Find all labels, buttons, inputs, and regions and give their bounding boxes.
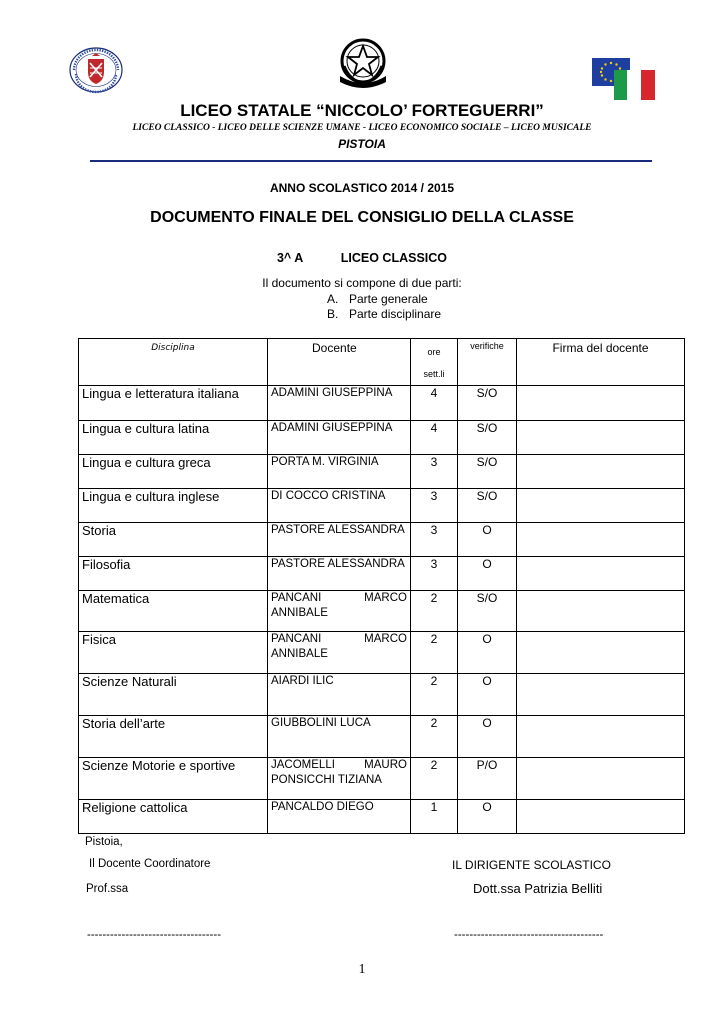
cell-docente: PASTORE ALESSANDRA: [268, 557, 411, 591]
cell-docente: PASTORE ALESSANDRA: [268, 523, 411, 557]
cell-ore: 3: [411, 523, 458, 557]
parts-list: [327, 292, 441, 322]
header-verifiche: verifiche: [458, 339, 517, 386]
head-label: IL DIRIGENTE SCOLASTICO: [452, 858, 611, 872]
cell-ore: 4: [411, 421, 458, 455]
cell-disciplina: Scienze Motorie e sportive: [79, 758, 268, 800]
cell-verifiche: S/O: [458, 455, 517, 489]
table-row: [79, 591, 685, 632]
cell-disciplina: Storia: [79, 523, 268, 557]
cell-firma: [517, 716, 685, 758]
table-row: [79, 455, 685, 489]
document-title: DOCUMENTO FINALE DEL CONSIGLIO DELLA CLASSE: [150, 209, 574, 226]
cell-disciplina: Religione cattolica: [79, 800, 268, 834]
table-row: [79, 386, 685, 421]
cell-ore: 3: [411, 557, 458, 591]
school-name: LICEO STATALE “NICCOLO’ FORTEGUERRI”: [180, 101, 544, 120]
cell-docente: DI COCCO CRISTINA: [268, 489, 411, 523]
cell-docente: ADAMINI GIUSEPPINA: [268, 421, 411, 455]
page-number: 1: [358, 962, 366, 977]
header-docente: Docente: [268, 339, 411, 386]
coordinator-title: Prof.ssa: [86, 883, 129, 895]
cell-disciplina: Filosofia: [79, 557, 268, 591]
part-label: Parte generale: [349, 292, 428, 306]
table-row: [79, 523, 685, 557]
document-intro: Il documento si compone di due parti:: [262, 276, 462, 290]
table-row: [79, 758, 685, 800]
school-year: ANNO SCOLASTICO 2014 / 2015: [269, 181, 455, 195]
class-line: [0, 251, 724, 265]
cell-disciplina: Matematica: [79, 591, 268, 632]
cell-firma: [517, 758, 685, 800]
school-subtitle: LICEO CLASSICO - LICEO DELLE SCIENZE UMANE - LICEO ECONOMICO SOCIALE – LICEO MUSICALE: [132, 123, 592, 133]
table-row: [79, 421, 685, 455]
school-city: PISTOIA: [338, 137, 386, 151]
cell-ore: 2: [411, 758, 458, 800]
cell-docente: PANCANI MARCO ANNIBALE: [268, 591, 411, 632]
cell-ore: 4: [411, 386, 458, 421]
cell-docente: PANCANI MARCO ANNIBALE: [268, 632, 411, 674]
cell-docente: GIUBBOLINI LUCA: [268, 716, 411, 758]
cell-firma: [517, 674, 685, 716]
coordinator-label: Il Docente Coordinatore: [89, 858, 211, 870]
school-crest-icon: [68, 46, 124, 94]
table-row: [79, 557, 685, 591]
table-row: [79, 800, 685, 834]
cell-verifiche: S/O: [458, 421, 517, 455]
eu-italy-flags-icon: [592, 58, 656, 100]
cell-disciplina: Lingua e cultura latina: [79, 421, 268, 455]
cell-verifiche: O: [458, 523, 517, 557]
cell-ore: 3: [411, 455, 458, 489]
class-name: 3^ A: [276, 251, 304, 265]
cell-verifiche: O: [458, 800, 517, 834]
cell-disciplina: Lingua e cultura greca: [79, 455, 268, 489]
head-name: Dott.ssa Patrizia Belliti: [473, 881, 603, 896]
cell-verifiche: P/O: [458, 758, 517, 800]
cell-disciplina: Lingua e cultura inglese: [79, 489, 268, 523]
cell-firma: [517, 421, 685, 455]
cell-firma: [517, 455, 685, 489]
cell-verifiche: O: [458, 674, 517, 716]
cell-ore: 1: [411, 800, 458, 834]
cell-disciplina: Fisica: [79, 632, 268, 674]
cell-verifiche: S/O: [458, 386, 517, 421]
cell-docente: PANCALDO DIEGO: [268, 800, 411, 834]
cell-firma: [517, 591, 685, 632]
header-divider: [90, 160, 652, 162]
signature-line-right: ---------------------------------------: [454, 929, 604, 941]
cell-firma: [517, 386, 685, 421]
list-item: [327, 307, 441, 322]
teachers-table: [78, 338, 685, 834]
cell-ore: 2: [411, 591, 458, 632]
table-row: [79, 674, 685, 716]
list-item: [327, 292, 441, 307]
cell-disciplina: Storia dell’arte: [79, 716, 268, 758]
class-type: LICEO CLASSICO: [340, 251, 448, 265]
header-firma: Firma del docente: [517, 339, 685, 386]
cell-docente: PORTA M. VIRGINIA: [268, 455, 411, 489]
cell-ore: 3: [411, 489, 458, 523]
cell-firma: [517, 523, 685, 557]
table-row: [79, 716, 685, 758]
cell-ore: 2: [411, 674, 458, 716]
cell-docente: JACOMELLI MAURO PONSICCHI TIZIANA: [268, 758, 411, 800]
part-key: A.: [327, 292, 339, 306]
cell-docente: ADAMINI GIUSEPPINA: [268, 386, 411, 421]
cell-firma: [517, 800, 685, 834]
table-header-row: [79, 339, 685, 386]
italian-republic-emblem-icon: [332, 36, 394, 88]
cell-firma: [517, 557, 685, 591]
part-key: B.: [327, 307, 339, 321]
table-row: [79, 489, 685, 523]
cell-verifiche: O: [458, 716, 517, 758]
cell-docente: AIARDI ILIC: [268, 674, 411, 716]
cell-verifiche: S/O: [458, 489, 517, 523]
part-label: Parte disciplinare: [349, 307, 442, 321]
signature-line-left: -----------------------------------: [87, 929, 222, 941]
header-disciplina: Disciplina: [79, 339, 268, 386]
table-body: [79, 386, 685, 834]
header-ore: [411, 339, 458, 386]
cell-verifiche: S/O: [458, 591, 517, 632]
cell-firma: [517, 489, 685, 523]
table-row: [79, 632, 685, 674]
cell-disciplina: Scienze Naturali: [79, 674, 268, 716]
cell-verifiche: O: [458, 557, 517, 591]
cell-ore: 2: [411, 716, 458, 758]
cell-firma: [517, 632, 685, 674]
cell-disciplina: Lingua e letteratura italiana: [79, 386, 268, 421]
place-label: Pistoia,: [85, 836, 123, 848]
header-ore-line1: ore: [427, 347, 441, 357]
header-ore-line2: sett.li: [423, 369, 445, 379]
cell-ore: 2: [411, 632, 458, 674]
cell-verifiche: O: [458, 632, 517, 674]
